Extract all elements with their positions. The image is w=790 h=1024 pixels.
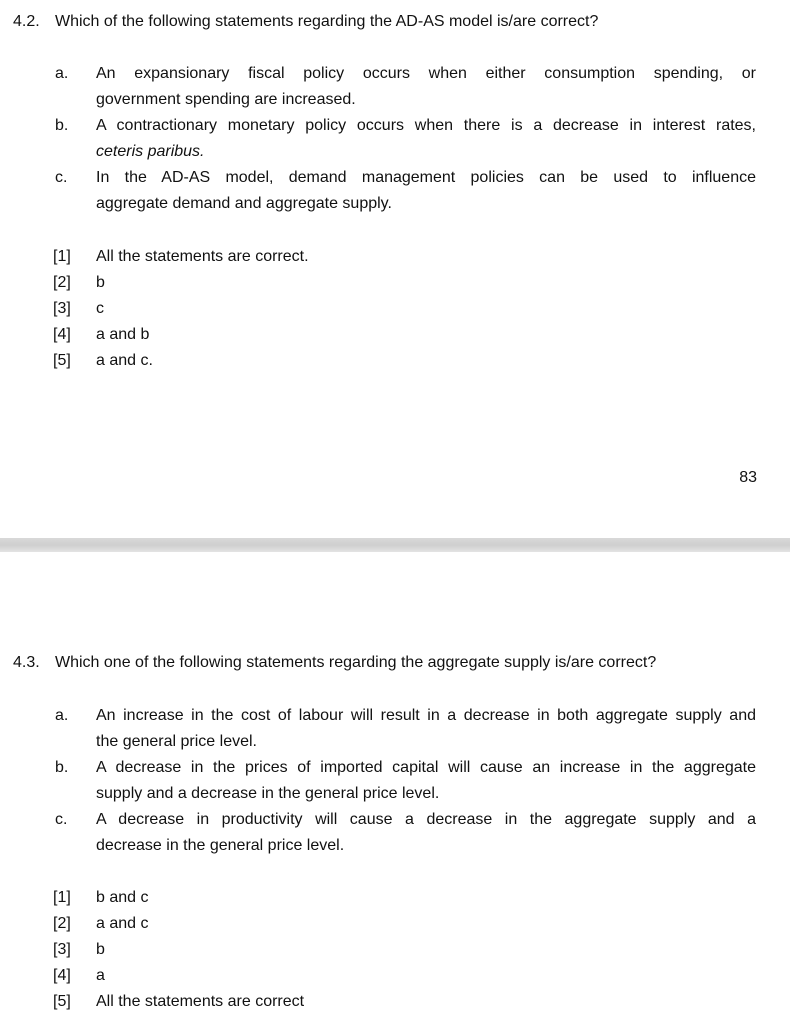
answer-option-1[interactable]	[53, 244, 309, 270]
answer-option-3[interactable]	[53, 296, 104, 322]
option-code: [4]	[53, 326, 71, 343]
answer-option-4[interactable]	[53, 963, 105, 989]
option-code: [3]	[53, 941, 71, 958]
option-code: [1]	[53, 248, 71, 265]
statement-line: supply and a decrease in the general price level.	[96, 785, 440, 802]
statement-text	[96, 165, 756, 217]
option-code: [1]	[53, 889, 71, 906]
answer-option-2[interactable]	[53, 911, 148, 937]
statement-line: An increase in the cost of labour will result in a decrease in both aggregate supply and	[96, 707, 756, 724]
statement-line: An expansionary fiscal policy occurs when either consumption spending, or	[96, 65, 756, 82]
answer-option-2[interactable]	[53, 270, 105, 296]
statement-line: In the AD-AS model, demand management policies can be used to influence	[96, 169, 756, 186]
statement-text	[96, 807, 756, 859]
option-text: a and b	[96, 326, 150, 343]
statement-line: government spending are increased.	[96, 91, 356, 108]
option-text: All the statements are correct.	[96, 248, 309, 265]
answer-option-3[interactable]	[53, 937, 105, 963]
statement-line: aggregate demand and aggregate supply.	[96, 195, 392, 212]
italic-term: ceteris paribus.	[96, 143, 205, 160]
statement-text	[96, 703, 756, 755]
option-text: All the statements are correct	[96, 993, 305, 1010]
option-code: [2]	[53, 274, 71, 291]
statement-line: decrease in the general price level.	[96, 837, 345, 854]
statement-line: A decrease in the prices of imported capital will cause an increase in the aggregate	[96, 759, 756, 776]
option-code: [3]	[53, 300, 71, 317]
question-text: Which of the following statements regarding the AD-AS model is/are correct?	[55, 13, 599, 30]
answer-option-1[interactable]	[53, 885, 148, 911]
option-text: c	[96, 300, 104, 317]
answer-option-5[interactable]	[53, 989, 304, 1015]
statement-line	[96, 139, 756, 165]
statement-line: A decrease in productivity will cause a decrease in the aggregate supply and a	[96, 811, 756, 828]
option-text: b and c	[96, 889, 149, 906]
option-code: [5]	[53, 352, 71, 369]
question-heading	[13, 9, 598, 35]
option-text: b	[96, 941, 105, 958]
statement-text	[96, 61, 756, 113]
statement-letter: c.	[55, 169, 68, 186]
statement-letter: b.	[55, 117, 69, 134]
statement-letter: a.	[55, 707, 69, 724]
statement-text	[96, 113, 756, 165]
question-number: 4.2.	[13, 13, 40, 30]
option-text: a and c	[96, 915, 149, 932]
statement-text	[96, 755, 756, 807]
option-text: b	[96, 274, 105, 291]
answer-option-5[interactable]	[53, 348, 153, 374]
statement-line: the general price level.	[96, 733, 257, 750]
page-number: 83	[739, 469, 757, 486]
question-number: 4.3.	[13, 654, 40, 671]
option-code: [2]	[53, 915, 71, 932]
statement-letter: b.	[55, 759, 69, 776]
option-text: a	[96, 967, 105, 984]
question-heading	[13, 650, 656, 676]
statement-letter: c.	[55, 811, 68, 828]
option-code: [5]	[53, 993, 71, 1010]
page-break-divider	[0, 538, 790, 552]
question-text: Which one of the following statements regarding the aggregate supply is/are correct?	[55, 654, 657, 671]
statement-line: A contractionary monetary policy occurs when there is a decrease in interest rates,	[96, 117, 756, 134]
option-code: [4]	[53, 967, 71, 984]
option-text: a and c.	[96, 352, 153, 369]
statement-letter: a.	[55, 65, 69, 82]
answer-option-4[interactable]	[53, 322, 149, 348]
